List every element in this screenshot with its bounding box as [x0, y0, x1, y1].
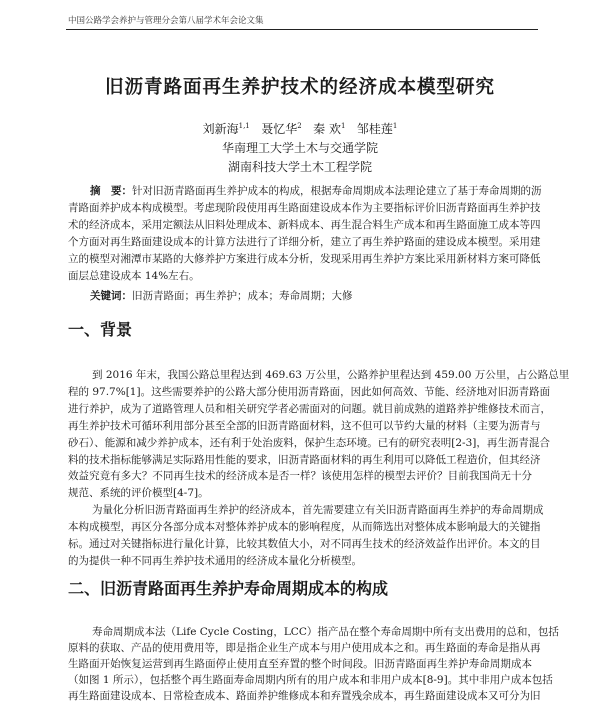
body-line: 寿命周期成本法（Life Cycle Costing，LCC）指产品在整个寿命周期中所有支出费用的总和，包括 [92, 626, 559, 638]
header-rule [66, 29, 538, 30]
body-line: 规范、系统的评价模型[4-7]。 [68, 487, 209, 499]
body-line: 再生养护技术可循环利用部分甚至全部的旧沥青路面材料，这不但可以节约大量的材料（主要为沥青与 [68, 420, 541, 432]
body-line: （如图 1 所示），包括整个再生路面寿命周期内所有的用户成本和非用户成本[8-9]。其中非用户成本包括 [68, 674, 553, 686]
body-line: 再生路面建设成本、日常检查成本、路面养护维修成本和弃置残余成本，再生路面建设成本又可分为旧 [68, 690, 541, 702]
body-line: 到 2016 年末，我国公路总里程达到 469.63 万公里，公路养护里程达到 459.00 万公里，占公路总里 [92, 369, 570, 381]
body-line: 为量化分析旧沥青路面再生养护的经济成本，首先需要建立有关旧沥青路面再生养护的寿命周期成 [92, 504, 544, 516]
running-header: 中国公路学会养护与管理分会第八届学术年会论文集 [68, 16, 264, 26]
affiliation: 华南理工大学土木与交通学院 [221, 141, 378, 155]
author-sup: 1 [392, 122, 398, 130]
body-line: 效益究竟有多大？不同再生技术的经济成本是否一样？该使用怎样的模型去评价？目前我国尚无十分 [68, 470, 532, 482]
author: 邹桂莲 [356, 122, 393, 136]
body-line: 料的技术指标能够满足实际路用性能的要求，旧沥青路面材料的再生利用可以降低工程造价，但其经济 [68, 454, 541, 466]
affiliation: 湖南科技大学土木工程学院 [227, 160, 372, 174]
abstract-line: 术的经济成本，采用定额法从旧料处理成本、新料成本、再生混合料生产成本和再生路面施工成本等四 [68, 219, 541, 231]
keywords: 旧沥青路面；再生养护；成本；寿命周期；大修 [132, 290, 353, 302]
abstract-line: 个方面对再生路面建设成本的计算方法进行了详细分析，建立了再生养护路面的建设成本模型。采用建 [68, 236, 541, 248]
abstract-label: 摘 要： [90, 185, 132, 197]
abstract-line: 面层总建设成本 14%左右。 [68, 270, 200, 282]
abstract-line: 立的模型对湘潭市某路的大修养护方案进行成本分析，发现采用再生养护方案比采用新材料方案可降低 [68, 253, 541, 265]
author: 刘新海 [202, 122, 239, 136]
author-sup: 1 [340, 122, 346, 130]
body-line: 标。通过对关键指标进行量化计算，比较其数值大小，对不同再生技术的经济效益作出评价。本文的目 [68, 538, 541, 550]
body-line: 进行养护，成为了道路管理人员和相关研究学者必需面对的问题。就目前成熟的道路养护维修技术而言， [68, 403, 551, 415]
body-line: 本构成模型，再区分各部分成本对整体养护成本的影响程度，从而筛选出对整体成本影响最大的关键指 [68, 521, 541, 533]
body-line: 砂石）、能源和减少养护成本，还有利于处治废料，保护生态环境。已有的研究表明[2-3]，再生沥青混合 [68, 437, 550, 449]
body-line: 原料的获取、产品的使用费用等，即是指企业生产成本与用户使用成本之和。再生路面的寿命是指从再 [68, 642, 541, 654]
author: 聂忆华 [261, 122, 298, 136]
body-line: 程的 97.7%[1]。这些需要养护的公路大部分使用沥青路面，因此如何高效、节能、经济地对旧沥青路面 [68, 386, 551, 398]
keywords-label: 关键词： [90, 290, 132, 302]
author-sup: 1,1 [238, 122, 250, 130]
author: 秦 欢 [313, 122, 341, 136]
author-sup: 2 [297, 122, 302, 130]
abstract-line: 针对旧沥青路面再生养护成本的构成，根据寿命周期成本法理论建立了基于寿命周期的沥 [132, 185, 542, 197]
paper-title: 旧沥青路面再生养护技术的经济成本模型研究 [104, 77, 495, 98]
body-line: 生路面开始恢复运营到再生路面停止使用直至弃置的整个时间段。旧沥青路面再生养护寿命周期成本 [68, 658, 532, 670]
authors [0, 120, 600, 137]
section-heading: 二、旧沥青路面再生养护寿命周期成本的构成 [68, 579, 389, 598]
abstract-line: 青路面养护成本构成模型。考虑现阶段使用再生路面建设成本作为主要指标评价旧沥青路面再生养护技 [68, 202, 541, 214]
body-line: 的为提供一种不同再生养护技术通用的经济成本量化分析模型。 [68, 555, 362, 567]
section-heading: 一、背景 [68, 320, 133, 339]
